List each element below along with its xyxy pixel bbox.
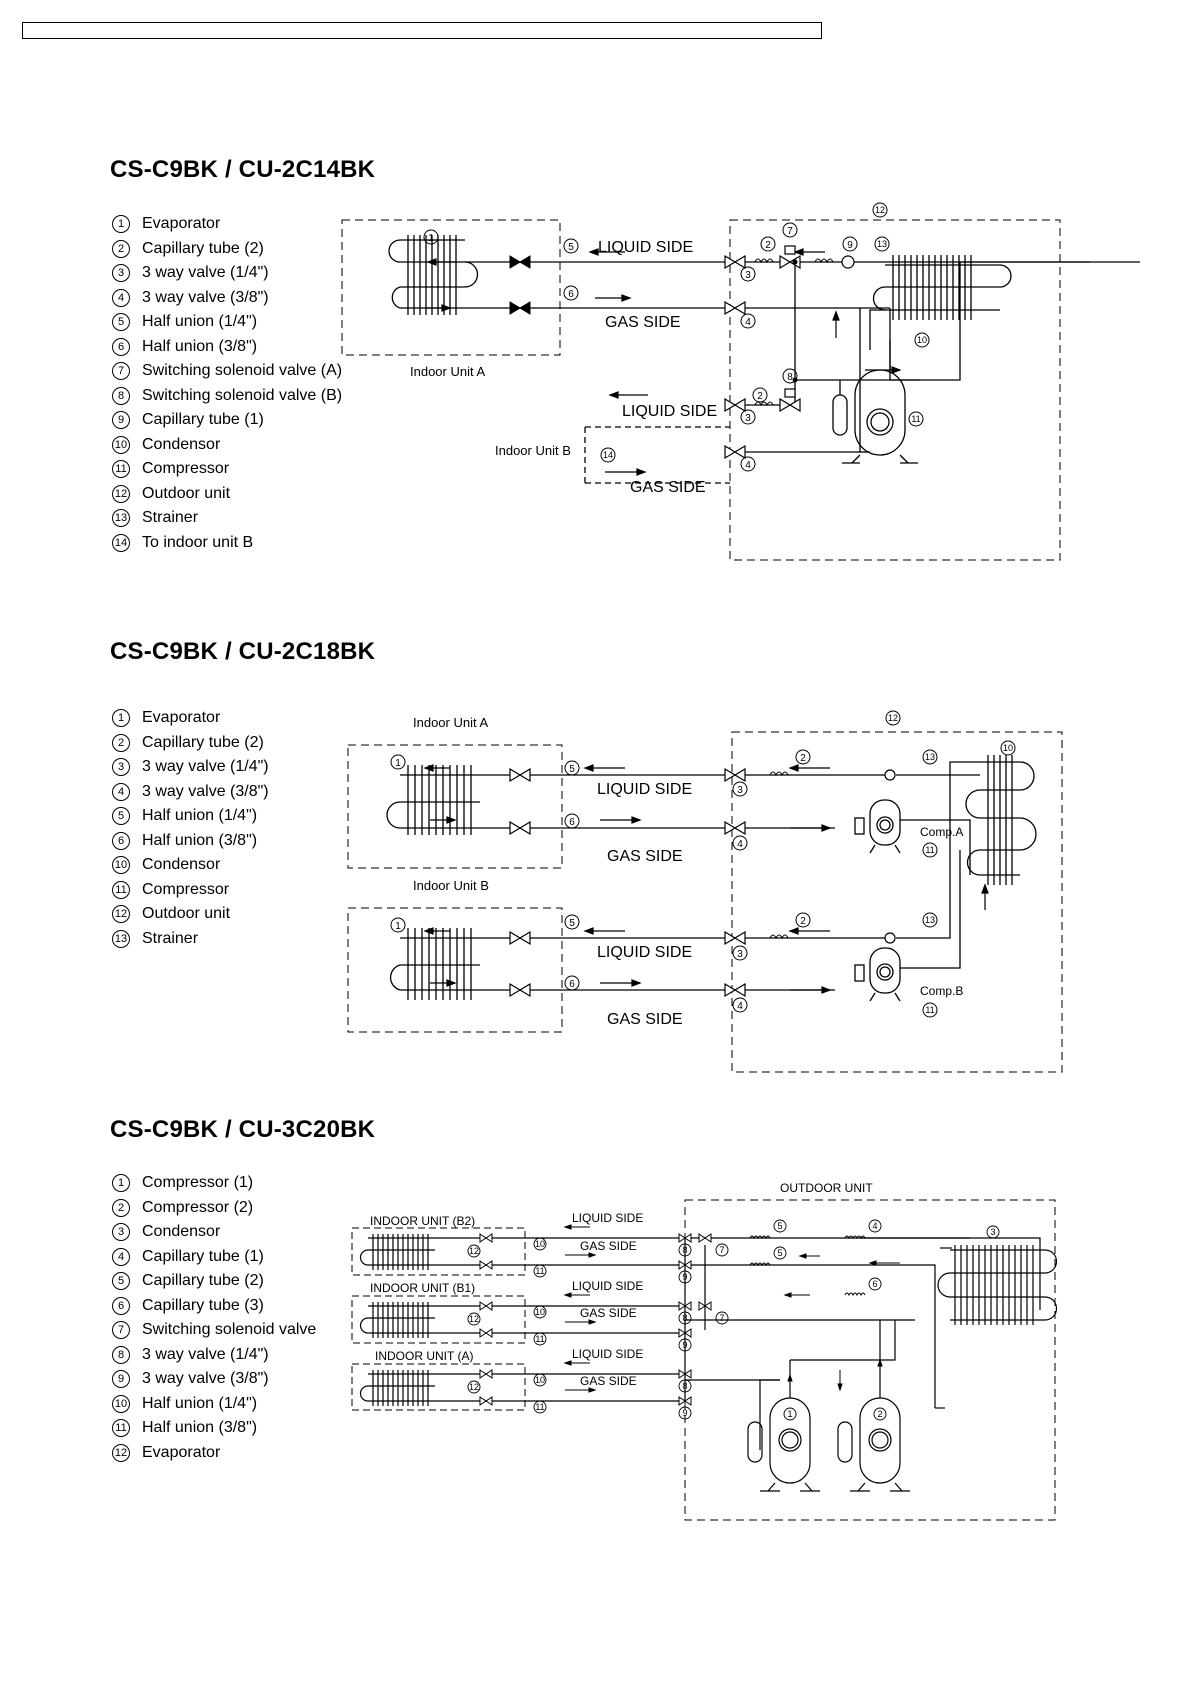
legend-label: Evaporator <box>142 215 221 233</box>
svg-text:12: 12 <box>874 205 886 215</box>
legend-number: 6 <box>112 338 130 356</box>
svg-text:9: 9 <box>682 1340 688 1350</box>
legend-item <box>112 531 342 556</box>
legend-label: Capillary tube (1) <box>142 411 264 429</box>
svg-text:2: 2 <box>757 391 763 402</box>
indoor-unit-b1-label: INDOOR UNIT (B1) <box>370 1281 476 1295</box>
legend-label: Evaporator <box>142 1443 221 1461</box>
liquid-side-label: LIQUID SIDE <box>572 1347 644 1361</box>
legend-label: Switching solenoid valve (A) <box>142 362 343 380</box>
svg-text:5: 5 <box>777 1248 783 1258</box>
svg-text:10: 10 <box>534 1375 546 1385</box>
legend-label: Evaporator <box>142 709 221 727</box>
legend-label: 3 way valve (1/4") <box>142 1345 269 1363</box>
svg-text:14: 14 <box>602 450 614 460</box>
legend-item <box>112 829 269 854</box>
legend-item <box>112 1245 316 1270</box>
legend-number: 3 <box>112 758 130 776</box>
svg-text:12: 12 <box>887 713 899 723</box>
svg-text:11: 11 <box>535 1266 545 1276</box>
svg-text:13: 13 <box>924 915 936 925</box>
legend-item <box>112 1294 316 1319</box>
legend-number: 6 <box>112 1297 130 1315</box>
svg-text:9: 9 <box>847 240 853 251</box>
svg-text:5: 5 <box>568 242 574 253</box>
svg-text:1: 1 <box>395 758 401 769</box>
legend-label: Strainer <box>142 929 199 947</box>
legend-label: Half union (3/8") <box>142 1419 258 1437</box>
refrigerant-diagram-cu-3c20bk <box>340 1170 1070 1530</box>
legend-label: Capillary tube (3) <box>142 1296 264 1314</box>
legend-item <box>112 853 269 878</box>
legend-label: Half union (1/4") <box>142 1394 258 1412</box>
svg-text:1: 1 <box>787 1409 793 1419</box>
svg-text:11: 11 <box>925 845 935 855</box>
svg-text:4: 4 <box>745 317 751 328</box>
svg-text:8: 8 <box>682 1313 688 1323</box>
svg-text:13: 13 <box>876 239 888 249</box>
legend-item <box>112 927 269 952</box>
evaporator-coil <box>389 235 478 315</box>
indoor-unit-b-label: Indoor Unit B <box>495 443 571 458</box>
legend-number: 4 <box>112 783 130 801</box>
svg-text:9: 9 <box>682 1272 688 1282</box>
legend-item <box>112 1171 316 1196</box>
legend-item <box>112 237 342 262</box>
legend-number: 9 <box>112 1370 130 1388</box>
svg-text:8: 8 <box>682 1381 688 1391</box>
svg-text:6: 6 <box>872 1279 878 1289</box>
legend-label: Compressor (1) <box>142 1174 254 1192</box>
legend-label: Switching solenoid valve (B) <box>142 386 343 404</box>
svg-text:2: 2 <box>800 916 806 927</box>
legend-label: Half union (3/8") <box>142 337 258 355</box>
svg-text:1: 1 <box>428 233 434 244</box>
legend-number: 1 <box>112 709 130 727</box>
svg-text:12: 12 <box>468 1382 480 1392</box>
legend-label: Compressor <box>142 460 230 478</box>
legend-number: 12 <box>112 1444 130 1462</box>
legend-label: 3 way valve (1/4") <box>142 264 269 282</box>
svg-text:5: 5 <box>569 764 575 775</box>
legend-number: 2 <box>112 734 130 752</box>
legend-label: Switching solenoid valve <box>142 1321 317 1339</box>
legend-number: 12 <box>112 905 130 923</box>
svg-text:10: 10 <box>1002 743 1014 753</box>
refrigerant-diagram-cu-2c14bk <box>330 190 1070 570</box>
gas-side-label: GAS SIDE <box>607 848 683 865</box>
legend-item <box>112 1269 316 1294</box>
legend-item <box>112 902 269 927</box>
legend-label: Strainer <box>142 509 199 527</box>
indoor-unit-b-label: Indoor Unit B <box>413 878 489 893</box>
legend-label: Half union (3/8") <box>142 831 258 849</box>
svg-text:4: 4 <box>737 839 743 850</box>
legend-label: Capillary tube (2) <box>142 733 264 751</box>
svg-text:3: 3 <box>737 785 743 796</box>
legend-number: 13 <box>112 930 130 948</box>
svg-text:3: 3 <box>745 413 751 424</box>
legend-item <box>112 1441 316 1466</box>
legend-label: Half union (1/4") <box>142 313 258 331</box>
legend-label: 3 way valve (3/8") <box>142 1370 269 1388</box>
legend-number: 2 <box>112 1199 130 1217</box>
legend-number: 12 <box>112 485 130 503</box>
svg-text:11: 11 <box>535 1402 545 1412</box>
legend-label: Outdoor unit <box>142 484 231 502</box>
svg-text:7: 7 <box>719 1313 725 1323</box>
legend-label: Compressor <box>142 880 230 898</box>
comp-b-label: Comp.B <box>920 984 964 998</box>
svg-text:12: 12 <box>468 1246 480 1256</box>
legend-item <box>112 359 342 384</box>
section-title: CS-C9BK / CU-3C20BK <box>110 1116 376 1143</box>
legend-item <box>112 286 342 311</box>
svg-text:3: 3 <box>745 270 751 281</box>
liquid-side-label: LIQUID SIDE <box>572 1211 644 1225</box>
section-title: CS-C9BK / CU-2C14BK <box>110 156 376 183</box>
compressor-11 <box>833 370 921 463</box>
legend-item <box>112 1392 316 1417</box>
svg-text:2: 2 <box>800 753 806 764</box>
refrigerant-diagram-cu-2c18bk <box>330 710 1070 1080</box>
svg-text:7: 7 <box>787 226 793 237</box>
gas-side-label: GAS SIDE <box>580 1374 637 1388</box>
legend-label: Condensor <box>142 1223 221 1241</box>
legend-item <box>112 482 342 507</box>
legend-number: 8 <box>112 387 130 405</box>
legend-item <box>112 457 342 482</box>
indoor-unit-a-label: INDOOR UNIT (A) <box>375 1349 474 1363</box>
gas-side-label: GAS SIDE <box>580 1306 637 1320</box>
outdoor-unit-label: OUTDOOR UNIT <box>780 1181 873 1195</box>
legend-number: 2 <box>112 240 130 258</box>
svg-text:6: 6 <box>569 979 575 990</box>
legend-label: 3 way valve (3/8") <box>142 288 269 306</box>
svg-text:13: 13 <box>924 752 936 762</box>
legend-label: Capillary tube (1) <box>142 1247 264 1265</box>
section-title: CS-C9BK / CU-2C18BK <box>110 638 376 665</box>
indoor-unit-a-label: Indoor Unit A <box>413 715 489 730</box>
liquid-side-label: LIQUID SIDE <box>598 239 694 256</box>
legend-item <box>112 706 269 731</box>
indoor-unit-b2-label: INDOOR UNIT (B2) <box>370 1214 476 1228</box>
legend-number: 7 <box>112 362 130 380</box>
svg-text:9: 9 <box>682 1408 688 1418</box>
legend-number: 10 <box>112 1395 130 1413</box>
gas-side-label: GAS SIDE <box>605 314 681 331</box>
legend-label: Capillary tube (2) <box>142 239 264 257</box>
legend <box>112 706 269 951</box>
legend-label: Outdoor unit <box>142 905 231 923</box>
legend-item <box>112 212 342 237</box>
legend-number: 1 <box>112 1174 130 1192</box>
comp-a-label: Comp.A <box>920 825 964 839</box>
liquid-side-label: LIQUID SIDE <box>597 781 693 798</box>
legend-number: 11 <box>112 881 130 899</box>
legend-item <box>112 310 342 335</box>
condenser-coil <box>874 255 1012 320</box>
legend-number: 1 <box>112 215 130 233</box>
svg-text:5: 5 <box>777 1221 783 1231</box>
legend-item <box>112 755 269 780</box>
legend-item <box>112 1416 316 1441</box>
legend-item <box>112 1196 316 1221</box>
legend-label: Half union (1/4") <box>142 807 258 825</box>
svg-text:10: 10 <box>534 1307 546 1317</box>
svg-text:11: 11 <box>535 1334 545 1344</box>
svg-text:3: 3 <box>737 949 743 960</box>
legend-item <box>112 1367 316 1392</box>
svg-text:11: 11 <box>911 414 921 424</box>
legend-label: Compressor (2) <box>142 1198 254 1216</box>
svg-text:4: 4 <box>745 460 751 471</box>
legend-label: 3 way valve (3/8") <box>142 782 269 800</box>
svg-text:10: 10 <box>916 335 928 345</box>
indoor-unit-a-box <box>348 745 562 868</box>
svg-text:2: 2 <box>877 1409 883 1419</box>
svg-text:3: 3 <box>990 1227 996 1237</box>
legend-number: 3 <box>112 1223 130 1241</box>
legend-number: 5 <box>112 313 130 331</box>
svg-text:6: 6 <box>568 289 574 300</box>
liquid-side-label: LIQUID SIDE <box>572 1279 644 1293</box>
legend-label: Condensor <box>142 856 221 874</box>
svg-text:8: 8 <box>682 1245 688 1255</box>
gas-side-label: GAS SIDE <box>580 1239 637 1253</box>
legend-number: 3 <box>112 264 130 282</box>
legend-item <box>112 878 269 903</box>
svg-text:12: 12 <box>468 1314 480 1324</box>
legend-number: 13 <box>112 509 130 527</box>
svg-text:11: 11 <box>925 1005 935 1015</box>
legend-label: To indoor unit B <box>142 533 254 551</box>
legend-label: 3 way valve (1/4") <box>142 758 269 776</box>
legend-item <box>112 804 269 829</box>
legend-item <box>112 335 342 360</box>
legend-item <box>112 433 342 458</box>
svg-text:2: 2 <box>765 240 771 251</box>
liquid-side-label: LIQUID SIDE <box>597 944 693 961</box>
svg-text:4: 4 <box>737 1001 743 1012</box>
legend-item <box>112 384 342 409</box>
svg-text:4: 4 <box>872 1221 878 1231</box>
legend-label: Condensor <box>142 435 221 453</box>
header-box <box>22 22 822 39</box>
legend-number: 10 <box>112 856 130 874</box>
svg-text:6: 6 <box>569 817 575 828</box>
liquid-side-label: LIQUID SIDE <box>622 403 718 420</box>
legend-number: 5 <box>112 1272 130 1290</box>
legend-number: 5 <box>112 807 130 825</box>
legend-item <box>112 506 342 531</box>
legend-item <box>112 261 342 286</box>
legend-number: 14 <box>112 534 130 552</box>
svg-text:7: 7 <box>719 1245 725 1255</box>
legend-number: 7 <box>112 1321 130 1339</box>
gas-side-label: GAS SIDE <box>607 1011 683 1028</box>
legend-number: 6 <box>112 832 130 850</box>
legend-number: 4 <box>112 289 130 307</box>
legend-number: 8 <box>112 1346 130 1364</box>
legend-number: 9 <box>112 411 130 429</box>
svg-text:5: 5 <box>569 918 575 929</box>
legend-item <box>112 408 342 433</box>
legend <box>112 212 342 555</box>
svg-text:8: 8 <box>787 372 793 383</box>
indoor-unit-b-box <box>348 908 562 1032</box>
legend <box>112 1171 316 1465</box>
legend-item <box>112 731 269 756</box>
legend-item <box>112 780 269 805</box>
gas-side-label: GAS SIDE <box>630 479 706 496</box>
legend-number: 11 <box>112 1419 130 1437</box>
legend-number: 11 <box>112 460 130 478</box>
svg-text:1: 1 <box>395 921 401 932</box>
legend-number: 10 <box>112 436 130 454</box>
legend-label: Capillary tube (2) <box>142 1272 264 1290</box>
legend-number: 4 <box>112 1248 130 1266</box>
legend-item <box>112 1220 316 1245</box>
legend-item <box>112 1343 316 1368</box>
svg-text:10: 10 <box>534 1239 546 1249</box>
indoor-unit-a-label: Indoor Unit A <box>410 364 486 379</box>
legend-item <box>112 1318 316 1343</box>
